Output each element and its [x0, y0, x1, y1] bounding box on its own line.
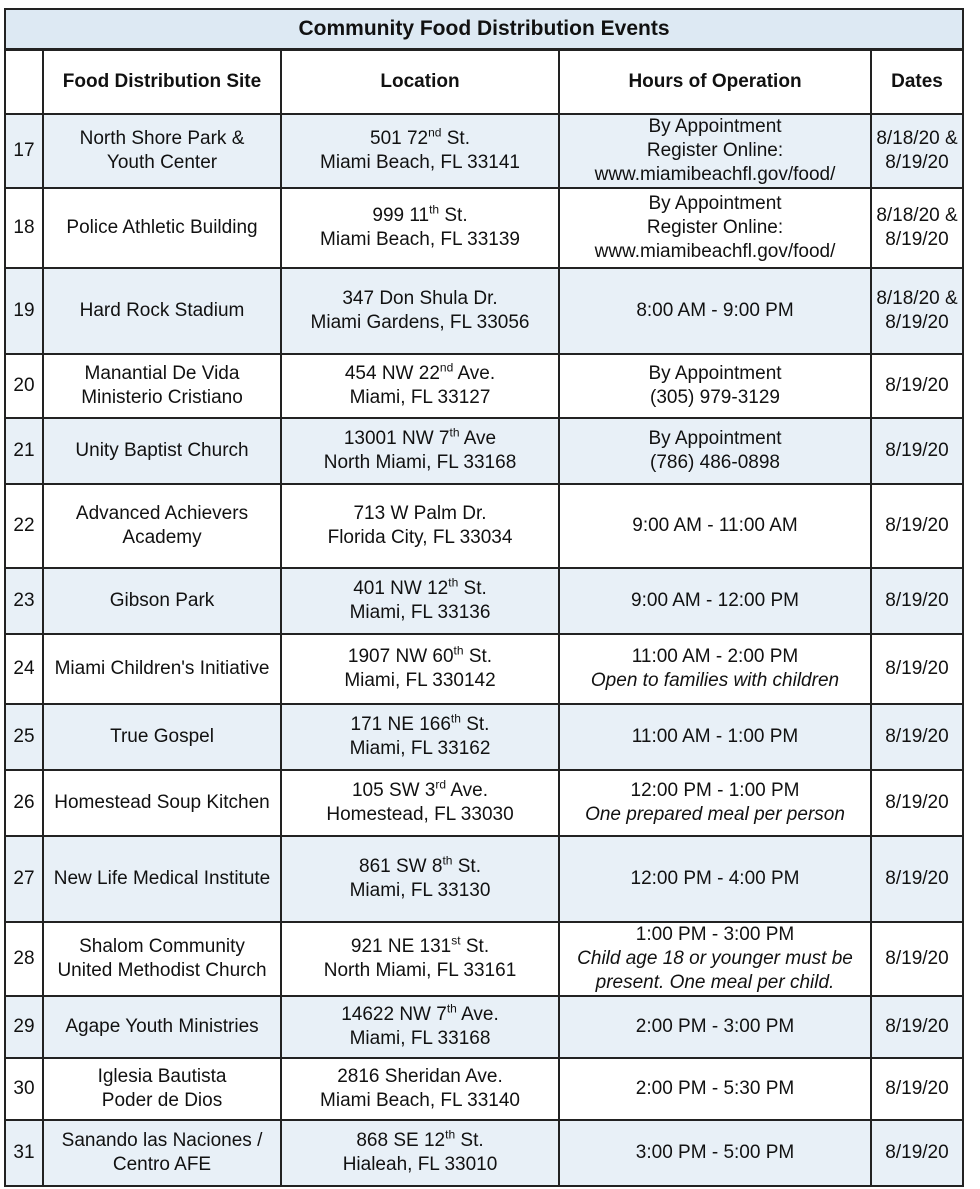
city-line: North Miami, FL 33161 [323, 960, 517, 981]
hours-line: By Appointment [648, 428, 782, 449]
date-line: 8/19/20 [885, 948, 949, 969]
header-location: Location [281, 50, 559, 114]
hours-line: Register Online: [646, 217, 784, 238]
hours-note: present. One meal per child. [595, 972, 835, 993]
hours-cell [559, 1058, 871, 1120]
hours-line: By Appointment [648, 193, 782, 214]
table-row [5, 1058, 963, 1120]
hours-line: 9:00 AM - 12:00 PM [631, 590, 799, 611]
date-line: 8/18/20 & [876, 205, 958, 226]
ordinal-suffix: th [446, 1001, 457, 1016]
site-name-cell [43, 418, 281, 484]
row-number: 27 [5, 836, 43, 922]
row-number: 23 [5, 568, 43, 634]
row-number: 19 [5, 268, 43, 354]
table-row [5, 484, 963, 568]
table-row [5, 922, 963, 996]
site-name-line: United Methodist Church [57, 960, 267, 981]
street-address: 921 NE 131st St. [350, 933, 490, 957]
dates-cell [871, 634, 963, 704]
date-line: 8/19/20 [885, 152, 949, 173]
site-name-cell [43, 268, 281, 354]
hours-cell [559, 770, 871, 836]
ordinal-suffix: nd [428, 125, 442, 140]
row-number: 31 [5, 1120, 43, 1186]
hours-line: 1:00 PM - 3:00 PM [635, 924, 795, 945]
table-row [5, 268, 963, 354]
events-table [4, 49, 964, 1187]
hours-cell [559, 922, 871, 996]
site-name-cell [43, 114, 281, 188]
ordinal-suffix: rd [435, 777, 447, 792]
hours-cell [559, 568, 871, 634]
table-title: Community Food Distribution Events [4, 8, 964, 50]
street-address: 713 W Palm Dr. [353, 503, 487, 524]
site-name-cell [43, 836, 281, 922]
table-row [5, 188, 963, 268]
hours-note: One prepared meal per person [585, 804, 845, 825]
location-cell [281, 836, 559, 922]
city-line: Miami, FL 33130 [349, 880, 491, 901]
hours-line: (305) 979-3129 [650, 387, 780, 408]
hours-line: 2:00 PM - 5:30 PM [635, 1078, 795, 1099]
location-cell [281, 188, 559, 268]
date-line: 8/18/20 & [876, 288, 958, 309]
city-line: Miami, FL 33127 [349, 387, 491, 408]
city-line: North Miami, FL 33168 [323, 452, 517, 473]
site-name-line: Ministerio Cristiano [81, 387, 243, 408]
hours-cell [559, 996, 871, 1058]
location-cell [281, 268, 559, 354]
site-name-line: Manantial De Vida [84, 363, 240, 384]
date-line: 8/19/20 [885, 312, 949, 333]
date-line: 8/19/20 [885, 792, 949, 813]
row-number: 21 [5, 418, 43, 484]
ordinal-suffix: th [445, 1127, 456, 1142]
date-line: 8/19/20 [885, 440, 949, 461]
hours-line: 12:00 PM - 4:00 PM [630, 868, 800, 889]
header-dates: Dates [871, 50, 963, 114]
ordinal-suffix: th [450, 711, 461, 726]
site-name-cell [43, 484, 281, 568]
table-row [5, 114, 963, 188]
table-row [5, 354, 963, 418]
location-cell [281, 354, 559, 418]
table-row [5, 568, 963, 634]
location-cell [281, 922, 559, 996]
hours-cell [559, 634, 871, 704]
street-address: 13001 NW 7th Ave [343, 425, 497, 449]
hours-line: www.miamibeachfl.gov/food/ [594, 164, 836, 185]
site-name-cell [43, 770, 281, 836]
site-name-cell [43, 568, 281, 634]
hours-line: 3:00 PM - 5:00 PM [635, 1142, 795, 1163]
location-cell [281, 1120, 559, 1186]
row-number: 25 [5, 704, 43, 770]
location-cell [281, 418, 559, 484]
row-number: 30 [5, 1058, 43, 1120]
location-cell [281, 1058, 559, 1120]
location-cell [281, 114, 559, 188]
ordinal-suffix: th [429, 202, 440, 217]
site-name-line: Agape Youth Ministries [65, 1016, 259, 1037]
date-line: 8/18/20 & [876, 128, 958, 149]
row-number: 22 [5, 484, 43, 568]
street-address: 861 SW 8th St. [359, 853, 481, 877]
hours-cell [559, 268, 871, 354]
hours-line: 12:00 PM - 1:00 PM [630, 780, 800, 801]
ordinal-suffix: th [453, 643, 464, 658]
date-line: 8/19/20 [885, 868, 949, 889]
city-line: Miami, FL 330142 [344, 670, 496, 691]
ordinal-suffix: th [442, 853, 453, 868]
city-line: Miami Beach, FL 33141 [320, 152, 520, 173]
street-address: 347 Don Shula Dr. [342, 288, 498, 309]
hours-cell [559, 1120, 871, 1186]
header-site: Food Distribution Site [43, 50, 281, 114]
site-name-line: Police Athletic Building [66, 217, 258, 238]
city-line: Hialeah, FL 33010 [342, 1154, 498, 1175]
site-name-line: Homestead Soup Kitchen [54, 792, 270, 813]
site-name-cell [43, 634, 281, 704]
site-name-line: Shalom Community [79, 936, 245, 957]
date-line: 8/19/20 [885, 1078, 949, 1099]
dates-cell [871, 484, 963, 568]
hours-line: Register Online: [646, 140, 784, 161]
site-name-line: Advanced Achievers [75, 503, 249, 524]
site-name-cell [43, 704, 281, 770]
site-name-line: Miami Children's Initiative [54, 658, 270, 679]
location-cell [281, 996, 559, 1058]
row-number: 26 [5, 770, 43, 836]
hours-line: 11:00 AM - 2:00 PM [631, 646, 799, 667]
site-name-line: Hard Rock Stadium [79, 300, 245, 321]
hours-cell [559, 354, 871, 418]
date-line: 8/19/20 [885, 1016, 949, 1037]
dates-cell [871, 770, 963, 836]
dates-cell [871, 418, 963, 484]
date-line: 8/19/20 [885, 375, 949, 396]
city-line: Miami, FL 33136 [349, 602, 491, 623]
street-address: 501 72nd St. [370, 125, 470, 149]
site-name-line: Poder de Dios [101, 1090, 223, 1111]
site-name-line: Sanando las Naciones / [61, 1130, 263, 1151]
site-name-line: Academy [122, 527, 202, 548]
table-row [5, 704, 963, 770]
dates-cell [871, 1058, 963, 1120]
site-name-line: Unity Baptist Church [75, 440, 249, 461]
header-row [5, 50, 963, 114]
dates-cell [871, 996, 963, 1058]
site-name-cell [43, 996, 281, 1058]
site-name-cell [43, 1058, 281, 1120]
table-row [5, 418, 963, 484]
site-name-line: Gibson Park [109, 590, 215, 611]
dates-cell [871, 188, 963, 268]
location-cell [281, 634, 559, 704]
row-number: 20 [5, 354, 43, 418]
site-name-line: Iglesia Bautista [97, 1066, 227, 1087]
ordinal-suffix: th [449, 425, 460, 440]
city-line: Florida City, FL 33034 [327, 527, 513, 548]
dates-cell [871, 922, 963, 996]
dates-cell [871, 268, 963, 354]
city-line: Miami Gardens, FL 33056 [310, 312, 530, 333]
hours-cell [559, 484, 871, 568]
date-line: 8/19/20 [885, 590, 949, 611]
site-name-line: Centro AFE [112, 1154, 212, 1175]
ordinal-suffix: st [451, 933, 461, 948]
city-line: Miami Beach, FL 33140 [320, 1090, 520, 1111]
ordinal-suffix: nd [439, 360, 454, 375]
row-number: 24 [5, 634, 43, 704]
site-name-cell [43, 922, 281, 996]
dates-cell [871, 1120, 963, 1186]
site-name-line: North Shore Park & [79, 128, 245, 149]
ordinal-suffix: th [448, 575, 459, 590]
city-line: Miami, FL 33168 [349, 1028, 491, 1049]
hours-cell [559, 418, 871, 484]
street-address: 105 SW 3rd Ave. [351, 777, 488, 801]
date-line: 8/19/20 [885, 515, 949, 536]
site-name-cell [43, 1120, 281, 1186]
site-name-line: New Life Medical Institute [53, 868, 271, 889]
table-row [5, 770, 963, 836]
location-cell [281, 484, 559, 568]
hours-line: 9:00 AM - 11:00 AM [632, 515, 798, 536]
table-row [5, 836, 963, 922]
site-name-line: True Gospel [110, 726, 214, 747]
hours-line: By Appointment [648, 116, 782, 137]
date-line: 8/19/20 [885, 229, 949, 250]
hours-cell [559, 836, 871, 922]
hours-line: 8:00 AM - 9:00 PM [636, 300, 794, 321]
city-line: Homestead, FL 33030 [326, 804, 514, 825]
hours-line: By Appointment [648, 363, 782, 384]
table-row [5, 634, 963, 704]
table-row [5, 996, 963, 1058]
street-address: 454 NW 22nd Ave. [344, 360, 496, 384]
row-number: 18 [5, 188, 43, 268]
row-number: 17 [5, 114, 43, 188]
hours-line: www.miamibeachfl.gov/food/ [594, 241, 836, 262]
header-number [5, 50, 43, 114]
hours-line: (786) 486-0898 [650, 452, 780, 473]
dates-cell [871, 704, 963, 770]
header-hours: Hours of Operation [559, 50, 871, 114]
table-row [5, 1120, 963, 1186]
hours-line: 2:00 PM - 3:00 PM [635, 1016, 795, 1037]
date-line: 8/19/20 [885, 658, 949, 679]
site-name-line: Youth Center [106, 152, 218, 173]
date-line: 8/19/20 [885, 726, 949, 747]
street-address: 1907 NW 60th St. [347, 643, 493, 667]
hours-note: Open to families with children [590, 670, 840, 691]
row-number: 28 [5, 922, 43, 996]
street-address: 14622 NW 7th Ave. [341, 1001, 499, 1025]
hours-cell [559, 704, 871, 770]
dates-cell [871, 836, 963, 922]
row-number: 29 [5, 996, 43, 1058]
street-address: 401 NW 12th St. [353, 575, 487, 599]
location-cell [281, 770, 559, 836]
street-address: 2816 Sheridan Ave. [337, 1066, 503, 1087]
city-line: Miami, FL 33162 [349, 738, 491, 759]
street-address: 868 SE 12th St. [356, 1127, 484, 1151]
hours-cell [559, 188, 871, 268]
site-name-cell [43, 188, 281, 268]
dates-cell [871, 114, 963, 188]
hours-line: 11:00 AM - 1:00 PM [631, 726, 799, 747]
street-address: 171 NE 166th St. [350, 711, 490, 735]
hours-note: Child age 18 or younger must be [577, 948, 853, 969]
hours-cell [559, 114, 871, 188]
location-cell [281, 704, 559, 770]
location-cell [281, 568, 559, 634]
site-name-cell [43, 354, 281, 418]
street-address: 999 11th St. [372, 202, 468, 226]
dates-cell [871, 568, 963, 634]
dates-cell [871, 354, 963, 418]
city-line: Miami Beach, FL 33139 [320, 229, 520, 250]
date-line: 8/19/20 [885, 1142, 949, 1163]
